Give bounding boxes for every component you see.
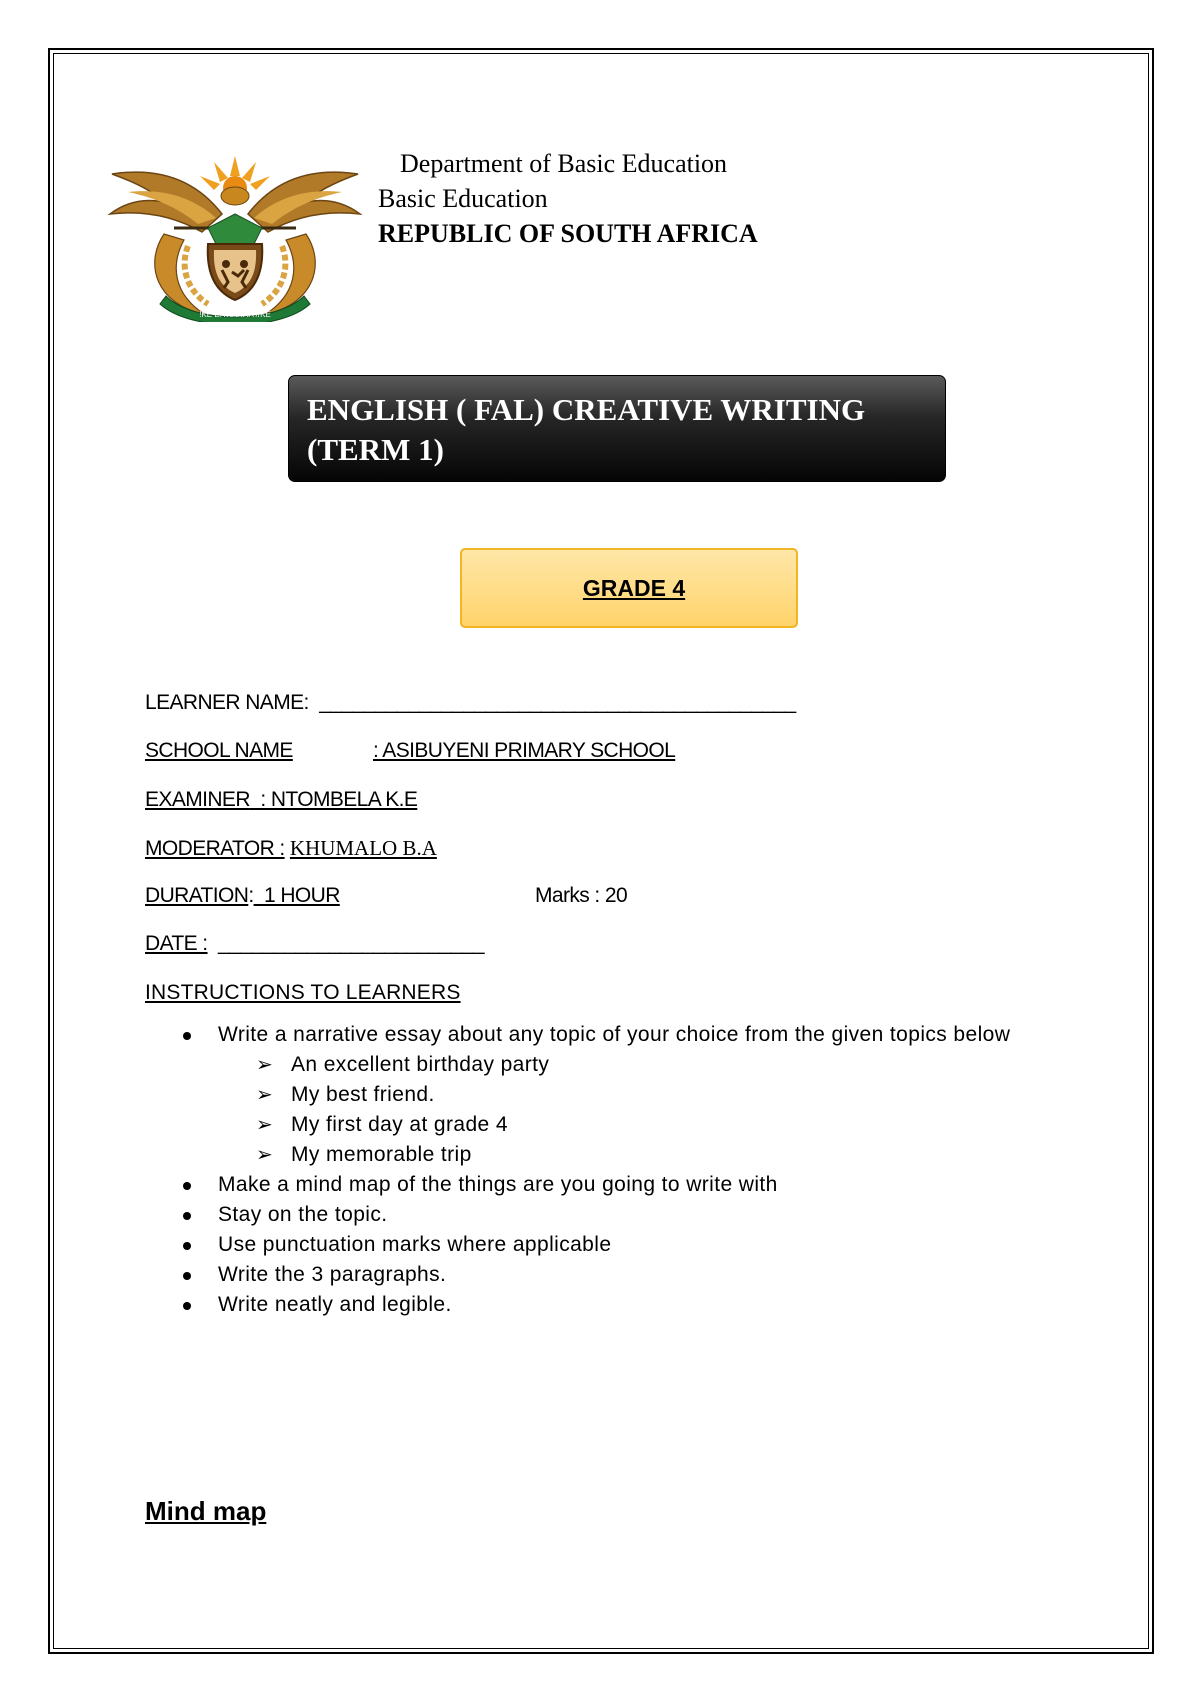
topic-item [256,1140,1033,1170]
instructions-heading: INSTRUCTIONS TO LEARNERS [145,981,461,1004]
dept-line-2: Basic Education [378,184,548,213]
instruction-text: Write neatly and legible. [218,1293,452,1316]
duration-label: DURATION [145,884,249,907]
duration-row [145,883,340,909]
topic-text: An excellent birthday party [291,1053,550,1076]
crest-motto: !KE E: /XARRA //KE [199,310,271,319]
examiner-row [145,787,417,813]
grade-label: GRADE 4 [582,574,686,601]
examiner-value: : NTOMBELA K.E [249,788,418,811]
title-line-2: (TERM 1) [307,432,444,467]
coat-of-arms-logo [104,154,366,322]
instruction-text: Write a narrative essay about any topic of your choice from the given topics below [218,1023,1011,1046]
bullet-icon [183,1242,191,1250]
topic-text: My best friend. [291,1083,435,1106]
dept-line-3: REPUBLIC OF SOUTH AFRICA [378,219,758,248]
marks-total: Marks : 20 [535,884,628,907]
topic-text: My memorable trip [291,1143,472,1166]
date-label: DATE : [145,932,208,955]
duration-value: 1 HOUR [253,884,340,907]
title-line-1: ENGLISH ( FAL) CREATIVE WRITING [307,392,866,427]
instruction-item [183,1200,1033,1230]
bullet-icon [183,1302,191,1310]
topics-list [218,1050,1033,1170]
instruction-text: Make a mind map of the things are you going to write with [218,1173,778,1196]
department-header [378,146,758,251]
bullet-icon [183,1182,191,1190]
instruction-item [183,1230,1033,1260]
bullet-icon [183,1032,191,1040]
school-name-value: : ASIBUYENI PRIMARY SCHOOL [373,739,676,762]
moderator-value: KHUMALO B.A [289,836,437,860]
learner-name-row [145,690,796,716]
bullet-icon [183,1272,191,1280]
learner-name-blank[interactable]: ___________________________________________ [308,691,796,714]
instruction-item [183,1170,1033,1200]
instructions-list [183,1020,1033,1320]
learner-name-label: LEARNER NAME: [145,691,309,714]
arrow-bullet-icon: ➢ [256,1054,274,1076]
examiner-label: EXAMINER [145,788,250,811]
date-row [145,931,484,957]
topic-item [256,1110,1033,1140]
instruction-text: Write the 3 paragraphs. [218,1263,447,1286]
topic-text: My first day at grade 4 [291,1113,508,1136]
arrow-bullet-icon: ➢ [256,1084,274,1106]
moderator-label: MODERATOR : [145,837,285,860]
instruction-item [183,1260,1033,1290]
arrow-bullet-icon: ➢ [256,1114,274,1136]
moderator-row [145,835,437,862]
instruction-item [183,1290,1033,1320]
school-name-label: SCHOOL NAME [145,739,293,762]
subject-title-box [288,375,946,482]
instruction-text: Stay on the topic. [218,1203,388,1226]
mind-map-heading: Mind map [145,1496,267,1526]
school-name-row [145,738,676,764]
arrow-bullet-icon: ➢ [256,1144,274,1166]
topic-item [256,1050,1033,1080]
date-blank[interactable]: ________________________ [207,932,484,955]
dept-line-1: Department of Basic Education [400,149,728,178]
topic-item [256,1080,1033,1110]
duration-separator: : [248,884,254,907]
instruction-text: Use punctuation marks where applicable [218,1233,612,1256]
instruction-item [183,1020,1033,1170]
grade-box [460,548,798,628]
bullet-icon [183,1212,191,1220]
